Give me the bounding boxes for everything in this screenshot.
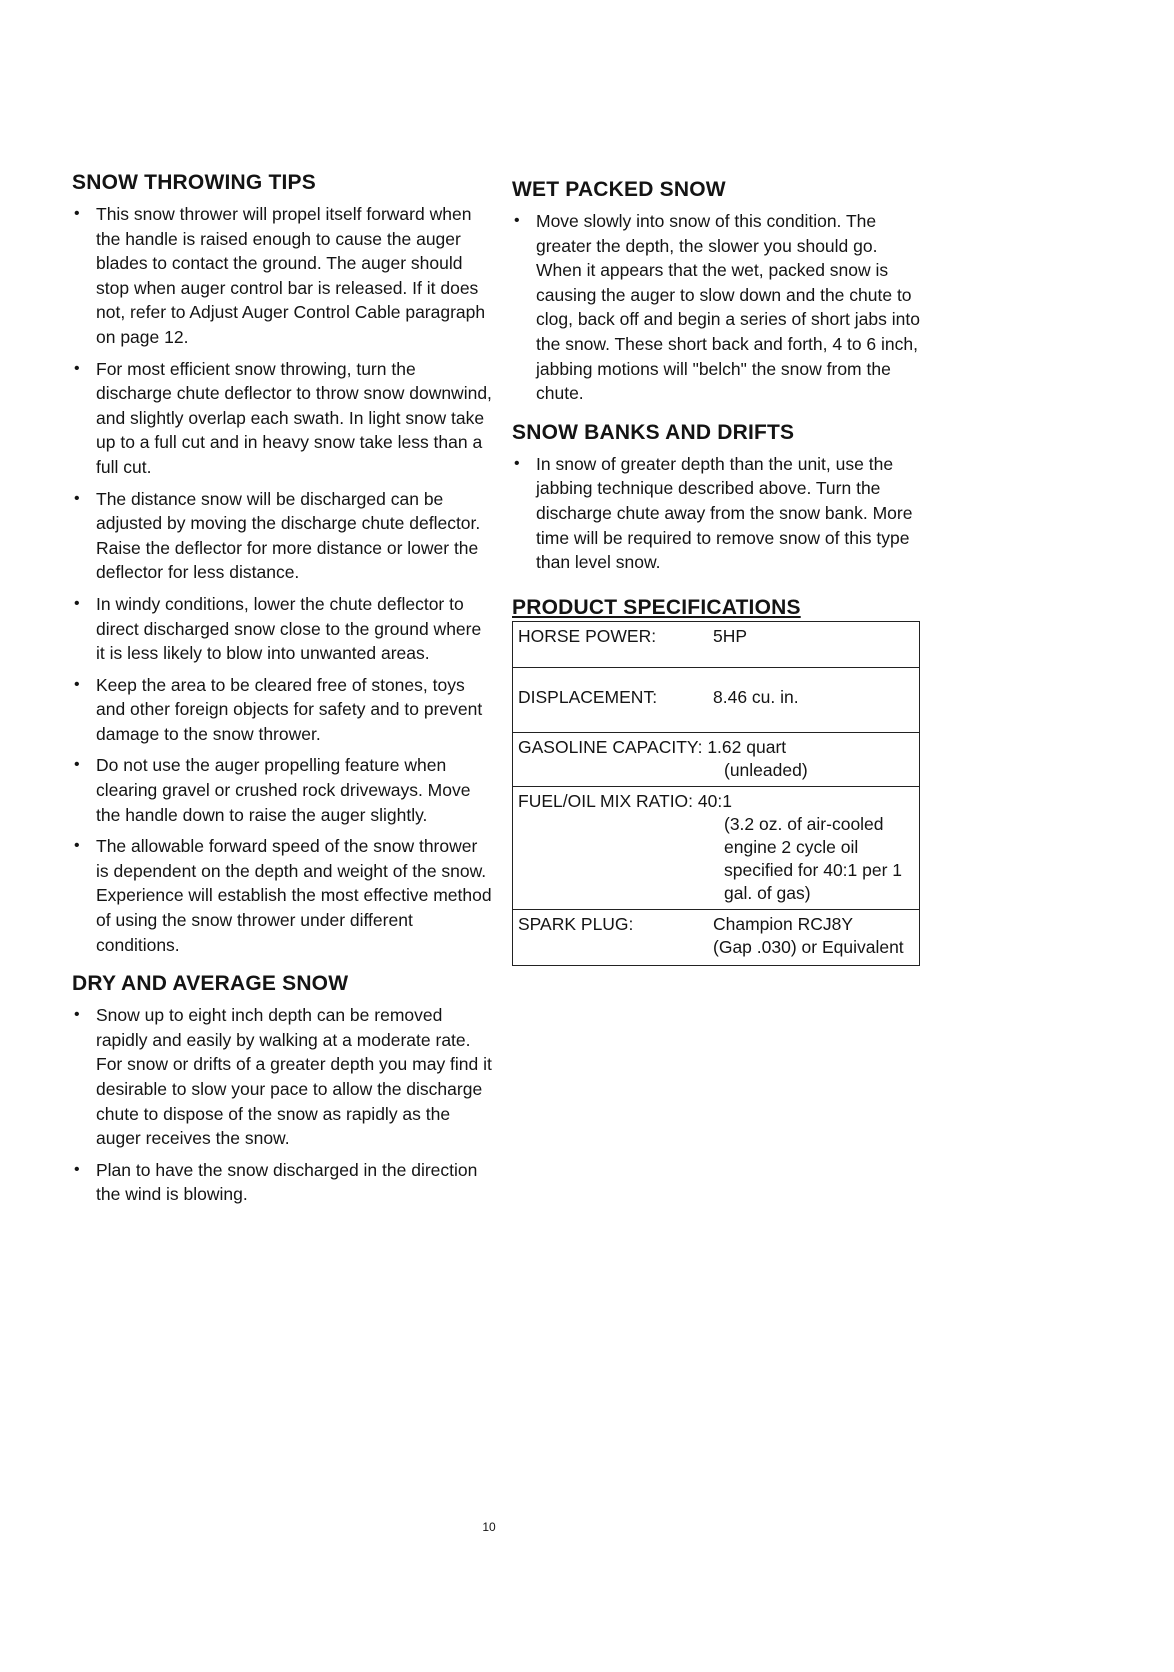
spec-label: FUEL/OIL MIX RATIO: (518, 790, 694, 811)
list-item: • Plan to have the snow discharged in the direction the wind is blowing. (72, 1158, 492, 1207)
spec-note: (unleaded) (724, 759, 808, 780)
product-specifications-heading: PRODUCT SPECIFICATIONS (512, 595, 801, 619)
table-row (513, 786, 920, 909)
spec-label: DISPLACEMENT: (513, 667, 709, 732)
right-column (512, 177, 922, 966)
list-item: • The distance snow will be discharged can be adjusted by moving the discharge chute deflector. Raise the deflector for more distance or lower the deflector for less distance. (72, 487, 492, 585)
tips-list (72, 202, 492, 957)
dry-and-average-snow-section (72, 971, 492, 1207)
spec-value: Champion RCJ8Y (713, 913, 854, 934)
spec-value: 1.62 quart (707, 736, 787, 757)
snow-throwing-tips-section (72, 170, 492, 957)
table-row (513, 667, 920, 732)
wet-packed-snow-section (512, 177, 922, 406)
dry-snow-list (72, 1003, 492, 1207)
spec-cell (513, 732, 920, 786)
spec-value-cell (708, 909, 920, 965)
left-column (72, 170, 492, 1221)
snow-banks-section (512, 420, 922, 575)
spec-note: (3.2 oz. of air-cooled engine 2 cycle oil specified for 40:1 per 1 gal. of gas) (724, 813, 903, 903)
list-item: • In windy conditions, lower the chute deflector to direct discharged snow close to the ground where it is less likely to blow into unwanted areas. (72, 592, 492, 666)
table-row (513, 909, 920, 965)
spec-value: 8.46 cu. in. (708, 667, 920, 732)
spec-label: GASOLINE CAPACITY: (518, 736, 703, 757)
section-heading: SNOW BANKS AND DRIFTS (512, 420, 795, 444)
snow-banks-list (512, 452, 922, 575)
specifications-table (512, 621, 920, 966)
spec-value: 5HP (708, 621, 920, 667)
wet-snow-list (512, 209, 922, 406)
spec-note: (Gap .030) or Equivalent (713, 936, 904, 957)
page-number: 10 (482, 1520, 496, 1534)
list-item: • This snow thrower will propel itself forward when the handle is raised enough to cause the auger blades to contact the ground. The auger should stop when auger control bar is released. If it does not, refer to Adjust Auger Control Cable paragraph on page 12. (72, 202, 492, 350)
list-item: • For most efficient snow throwing, turn the discharge chute deflector to throw snow downwind, and slightly overlap each swath. In light snow take up to a full cut and in heavy snow take less than a full cut. (72, 357, 492, 480)
list-item: • Snow up to eight inch depth can be removed rapidly and easily by walking at a moderate rate. For snow or drifts of a greater depth you may find it desirable to slow your pace to allow the discharge chute to dispose of the snow as rapidly as the auger receives the snow. (72, 1003, 492, 1151)
spec-cell (513, 786, 920, 909)
section-heading: SNOW THROWING TIPS (72, 171, 316, 194)
list-item: • Do not use the auger propelling feature when clearing gravel or crushed rock driveways. Move the handle down to raise the auger slightly. (72, 753, 492, 827)
section-heading: WET PACKED SNOW (512, 178, 726, 201)
section-heading: DRY AND AVERAGE SNOW (72, 972, 349, 996)
spec-value: 40:1 (697, 790, 732, 811)
table-row (513, 621, 920, 667)
list-item: • Keep the area to be cleared free of stones, toys and other foreign objects for safety and to prevent damage to the snow thrower. (72, 673, 492, 747)
table-row (513, 732, 920, 786)
spec-label: HORSE POWER: (513, 621, 709, 667)
list-item: • Move slowly into snow of this condition. The greater the depth, the slower you should go. When it appears that the wet, packed snow is causing the auger to slow down and the chute to clog, back off and begin a series of short jabs into the snow. These short back and forth, 4 to 6 inch, jabbing motions will "belch" the snow from the chute. (512, 209, 922, 406)
list-item: • The allowable forward speed of the snow thrower is dependent on the depth and weight of the snow. Experience will establish the most effective method of using the snow thrower under different conditions. (72, 834, 492, 957)
spec-label: SPARK PLUG: (513, 909, 709, 965)
list-item: • In snow of greater depth than the unit, use the jabbing technique described above. Turn the discharge chute away from the snow bank. More time will be required to remove snow of this type than level snow. (512, 452, 922, 575)
